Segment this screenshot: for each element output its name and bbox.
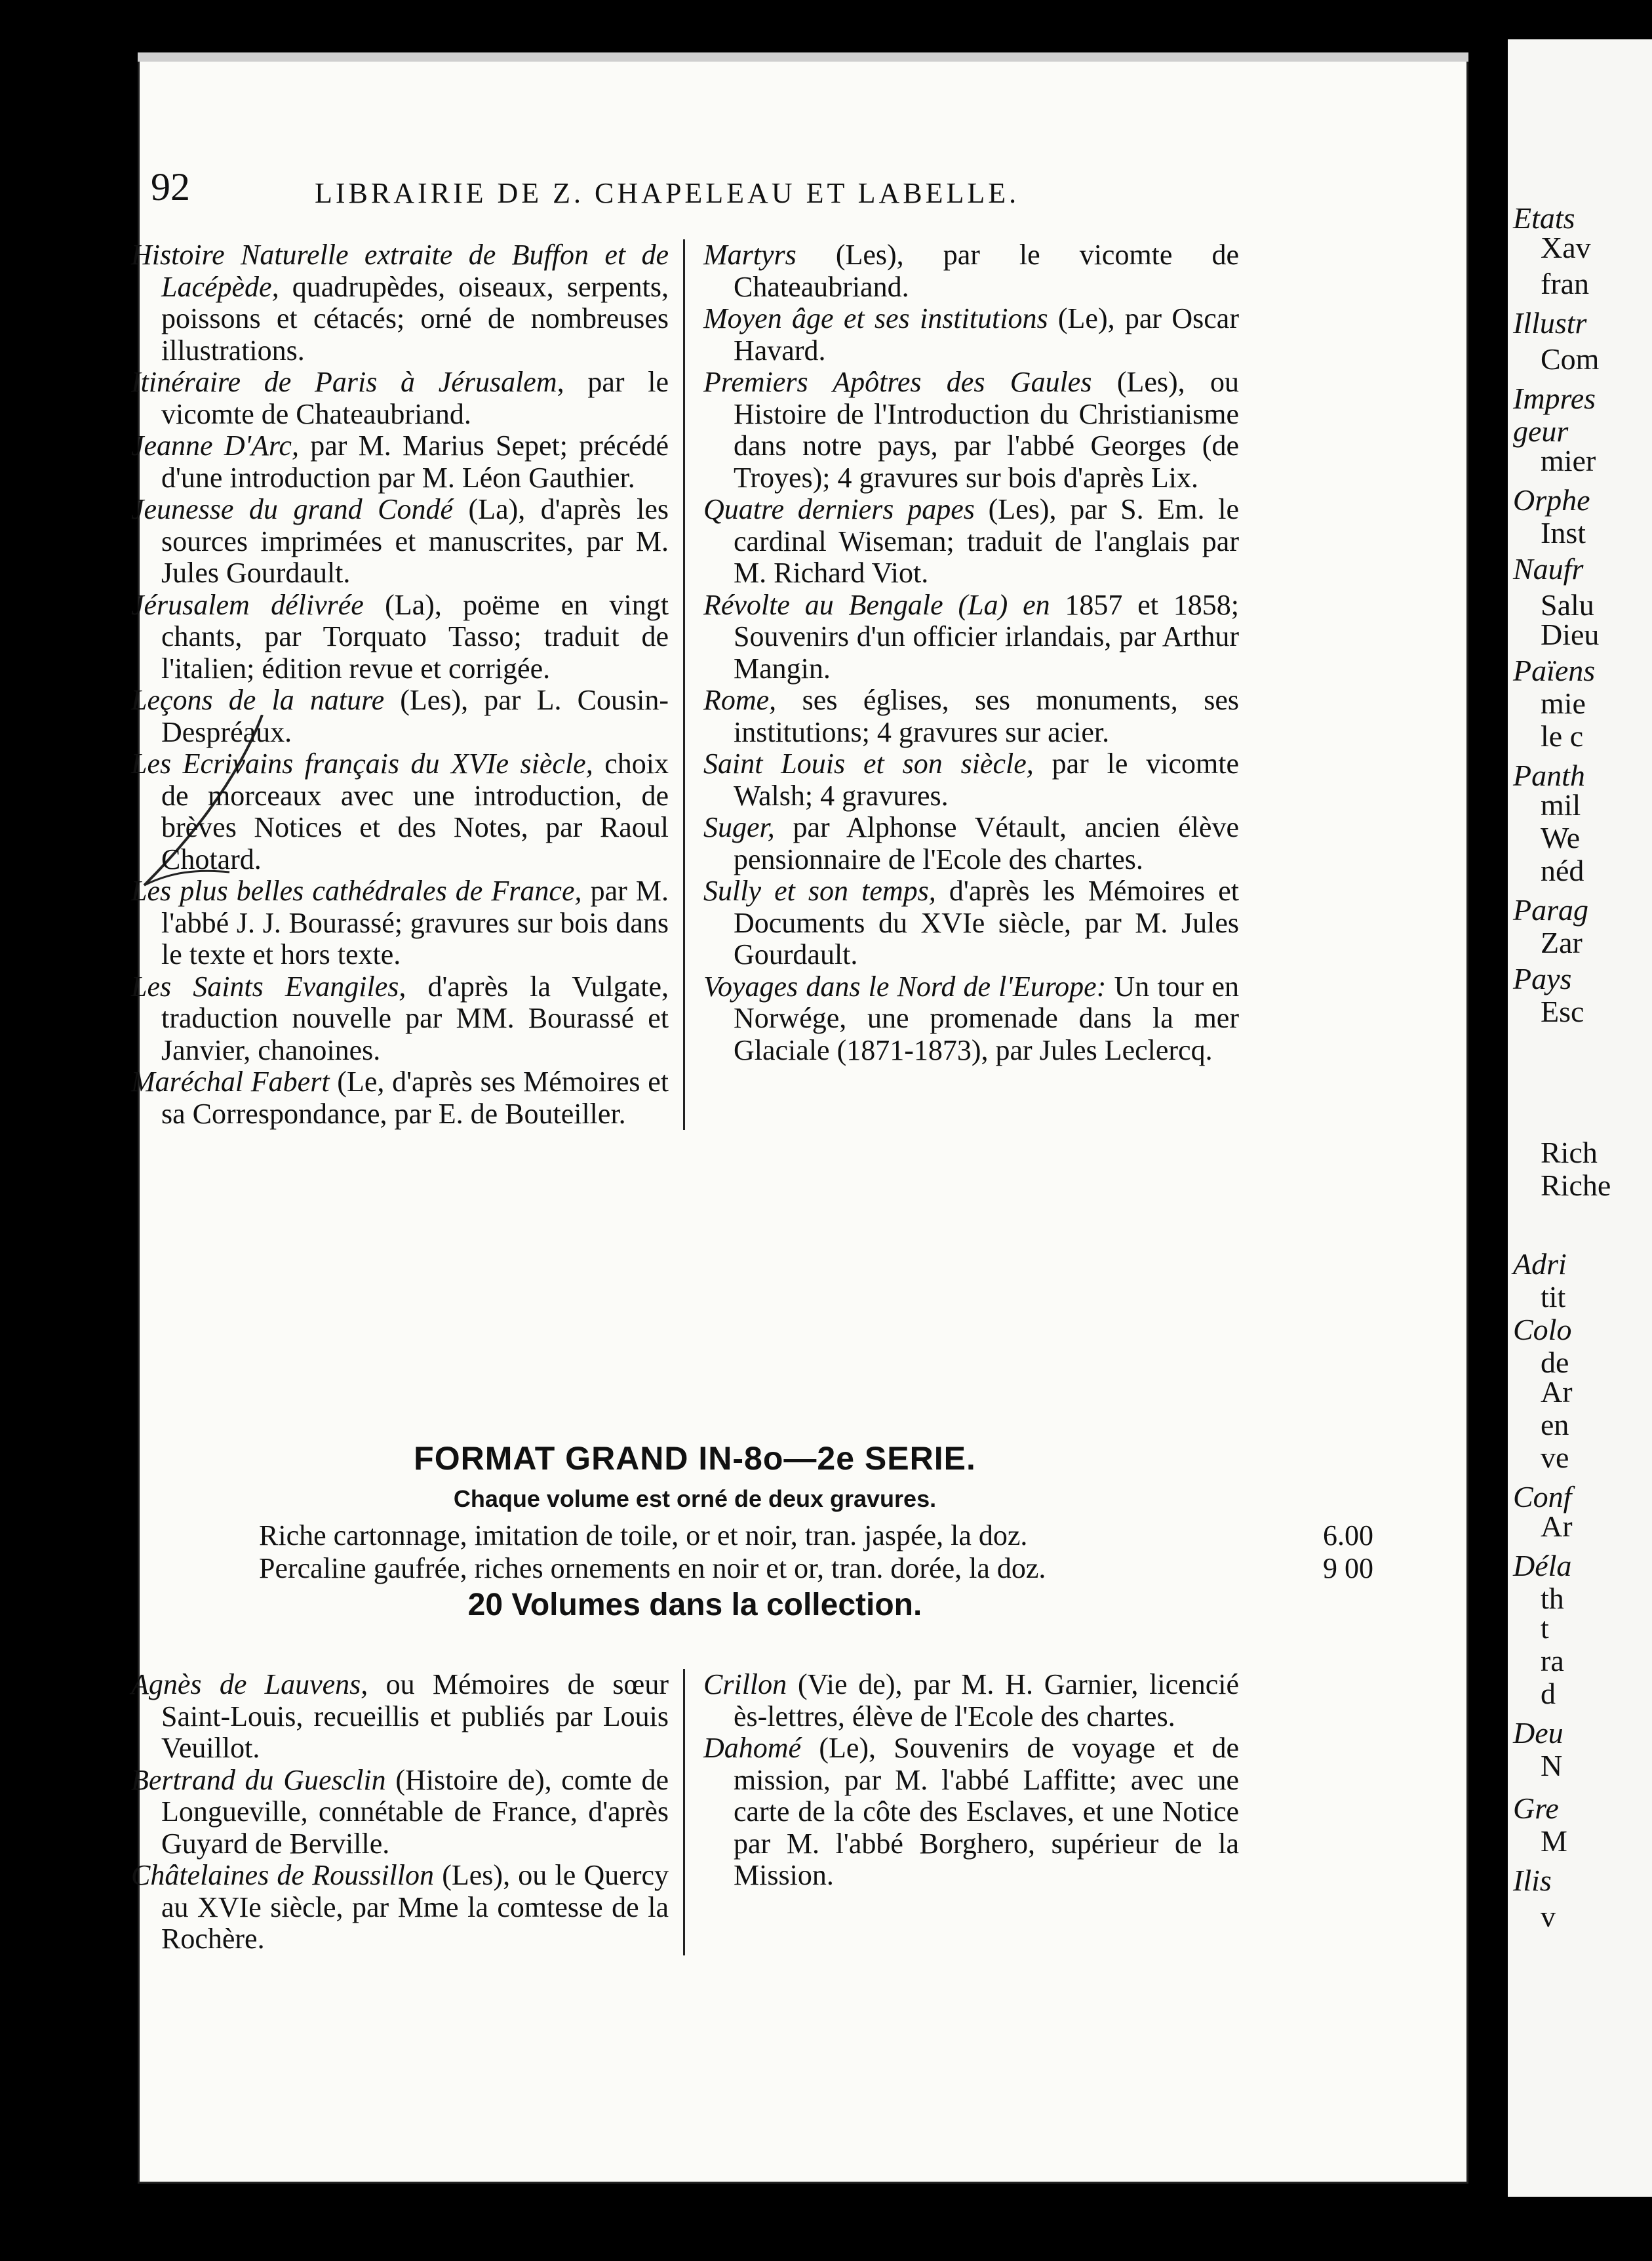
facing-page-fragment: Rich <box>1541 1136 1598 1169</box>
entry-description: (Vie de), par M. H. Garnier, licencié ès-lettres, élève de l'Ecole des chartes. <box>734 1668 1239 1732</box>
entry-title: Quatre derniers papes <box>703 493 975 525</box>
catalog-entry <box>703 494 1239 590</box>
price-value: 9 00 <box>1323 1552 1373 1584</box>
entry-description: par le vicomte de Chateaubriand. <box>161 366 669 430</box>
page-number: 92 <box>151 165 190 209</box>
catalog-entry <box>131 685 669 748</box>
facing-page-fragment: Panth <box>1513 759 1585 792</box>
facing-page-fragment: Esc <box>1541 995 1584 1028</box>
bottom-left-column <box>131 1669 685 1955</box>
section-subheading: Chaque volume est orné de deux gravures. <box>453 1485 937 1512</box>
entry-description: (La), d'après les sources imprimées et manuscrites, par M. Jules Gourdault. <box>161 493 669 589</box>
facing-page-fragment: Etats <box>1513 201 1575 235</box>
facing-page-fragment: N <box>1541 1749 1563 1782</box>
entry-title: Leçons de la nature <box>131 684 385 716</box>
collection-heading: 20 Volumes dans la collection. <box>467 1588 922 1622</box>
facing-page-fragment: Naufr <box>1513 552 1584 586</box>
entry-description: (Les), ou Histoire de l'Introduction du Christianisme dans notre pays, par l'abbé Georges (de Troyes); 4 gravures sur bois d'après Lix. <box>734 366 1239 494</box>
facing-page-fragment: Illustr <box>1513 306 1587 340</box>
catalog-entry <box>131 1669 669 1765</box>
entry-description: choix de morceaux avec une introduction, de brèves Notices et des Notes, par Raoul Chotard. <box>161 748 669 875</box>
facing-page-fragment: de <box>1541 1346 1569 1379</box>
entry-description: (Les), par L. Cousin-Despréaux. <box>161 684 669 748</box>
catalog-entry <box>703 812 1239 875</box>
entry-description: Un tour en Norwége, une promenade dans la mer Glaciale (1871-1873), par Jules Leclercq. <box>734 970 1240 1066</box>
facing-page-fragment: mie <box>1541 687 1586 720</box>
catalog-entry <box>131 875 669 971</box>
catalog-entry <box>131 1066 669 1130</box>
facing-page-fragment: th <box>1541 1582 1564 1615</box>
entry-description: (La), poëme en vingt chants, par Torquato Tasso; traduit de l'italien; édition revue et corrigée. <box>161 588 669 685</box>
catalog-entry <box>703 1732 1239 1892</box>
facing-page-fragment: Dieu <box>1541 618 1600 651</box>
price-description: Percaline gaufrée, riches ornements en noir et or, tran. dorée, la doz. <box>259 1552 1046 1584</box>
facing-page-fragment: Gre <box>1513 1791 1559 1825</box>
entry-title: Les plus belles cathédrales de France, <box>131 875 582 907</box>
facing-page-fragment: Xav <box>1541 231 1591 264</box>
entry-description: par M. Marius Sepet; précédé d'une introduction par M. Léon Gauthier. <box>161 430 669 494</box>
catalog-entry <box>703 685 1239 748</box>
entry-title: Révolte au Bengale (La) en <box>703 588 1050 621</box>
price-row <box>259 1553 1373 1584</box>
catalog-entry <box>131 239 669 367</box>
facing-page-fragment: tit <box>1541 1280 1566 1313</box>
facing-page-fragment: mier <box>1541 444 1596 477</box>
facing-page-fragment: Adri <box>1513 1247 1567 1281</box>
entry-title: Saint Louis et son siècle, <box>703 748 1034 780</box>
top-right-column <box>685 239 1239 1130</box>
facing-page-fragment: Impres <box>1513 382 1596 415</box>
entry-title: Châtelaines de Roussillon <box>131 1859 434 1891</box>
catalog-entry <box>131 1860 669 1955</box>
facing-page-fragment: geur <box>1513 414 1569 448</box>
facing-page-fragment: Colo <box>1513 1313 1572 1346</box>
entry-description: par Alphonse Vétault, ancien élève pensionnaire de l'Ecole des chartes. <box>734 811 1239 875</box>
entry-title: Moyen âge et ses institutions <box>703 302 1048 334</box>
entry-description: ses églises, ses monuments, ses institutions; 4 gravures sur acier. <box>734 684 1239 748</box>
facing-page-fragment: ve <box>1541 1441 1569 1474</box>
facing-page-edge <box>1508 39 1652 2197</box>
facing-page-fragment: Conf <box>1513 1480 1572 1513</box>
entry-description: (Les), ou le Quercy au XVIe siècle, par Mme la comtesse de la Rochère. <box>161 1859 669 1955</box>
facing-page-fragment: Pays <box>1513 962 1572 995</box>
facing-page-fragment: le c <box>1541 719 1584 753</box>
price-description: Riche cartonnage, imitation de toile, or et noir, tran. jaspée, la doz. <box>259 1519 1028 1551</box>
catalog-entry <box>131 748 669 875</box>
facing-page-fragment: mil <box>1541 788 1581 822</box>
top-left-column <box>131 239 685 1130</box>
page-header <box>151 157 1200 210</box>
catalog-entry <box>703 875 1239 971</box>
catalog-entry <box>703 1669 1239 1732</box>
entry-title: Premiers Apôtres des Gaules <box>703 366 1092 398</box>
entry-title: Martyrs <box>703 239 796 271</box>
catalog-entry <box>131 971 669 1067</box>
facing-page-fragment: M <box>1541 1824 1567 1858</box>
entry-title: Les Saints Evangiles, <box>131 970 406 1003</box>
bottom-right-column <box>685 1669 1239 1955</box>
entry-title: Jeunesse du grand Condé <box>131 493 453 525</box>
entry-description: 1857 et 1858; Souvenirs d'un officier irlandais, par Arthur Mangin. <box>734 588 1239 685</box>
catalog-entry <box>131 494 669 590</box>
entry-description: (Histoire de), comte de Longueville, connétable de France, d'après Guyard de Berville. <box>161 1763 669 1860</box>
facing-page-fragment: Inst <box>1541 516 1586 550</box>
entry-description: (Le), Souvenirs de voyage et de mission, par M. l'abbé Laffitte; avec une carte de la côte des Esclaves, et une Notice par M. l'abbé Borghero, supérieur de la Mission. <box>734 1732 1239 1891</box>
entry-description: d'après la Vulgate, traduction nouvelle par MM. Bourassé et Janvier, chanoines. <box>161 970 669 1066</box>
facing-page-fragment: fran <box>1541 267 1590 300</box>
facing-page-fragment: Ilis <box>1513 1864 1552 1897</box>
facing-page-fragment: Orphe <box>1513 483 1590 517</box>
facing-page-fragment: Zar <box>1541 926 1583 959</box>
facing-page-fragment: en <box>1541 1408 1569 1441</box>
entry-title: Bertrand du Guesclin <box>131 1763 386 1796</box>
entry-description: par le vicomte Walsh; 4 gravures. <box>734 748 1239 812</box>
entry-title: Les Ecrivains français du XVIe siècle, <box>131 748 593 780</box>
entry-title: Histoire Naturelle extraite de Buffon et de Lacépède, <box>131 239 669 303</box>
catalog-entry <box>131 367 669 430</box>
entry-description: par M. l'abbé J. J. Bourassé; gravures sur bois dans le texte et hors texte. <box>161 875 669 970</box>
entry-title: Jeanne D'Arc, <box>131 430 299 462</box>
entry-description: quadrupèdes, oiseaux, serpents, poissons et cétacés; orné de nombreuses illustrations. <box>161 270 669 367</box>
facing-page-fragment: ra <box>1541 1644 1564 1677</box>
facing-page-fragment: Salu <box>1541 588 1594 622</box>
entry-description: (Le), par Oscar Havard. <box>734 302 1239 367</box>
price-value: 6.00 <box>1323 1519 1373 1551</box>
entry-title: Dahomé <box>703 1732 802 1764</box>
section-heading: FORMAT GRAND IN-8o—2e SERIE. <box>414 1440 976 1477</box>
facing-page-fragment: Parag <box>1513 893 1588 927</box>
facing-page-fragment: Riche <box>1541 1169 1611 1202</box>
top-catalog-columns <box>131 239 1259 1130</box>
catalog-entry <box>703 590 1239 685</box>
facing-page-fragment: Com <box>1541 342 1600 376</box>
catalog-entry <box>703 239 1239 303</box>
facing-page-fragment: We <box>1541 821 1581 854</box>
entry-description: (Le, d'après ses Mémoires et sa Correspondance, par E. de Bouteiller. <box>161 1066 669 1130</box>
facing-page-fragment: v <box>1541 1900 1556 1933</box>
entry-title: Rome, <box>703 684 777 716</box>
entry-title: Voyages dans le Nord de l'Europe: <box>703 970 1107 1003</box>
catalog-entry <box>703 303 1239 367</box>
catalog-entry <box>131 430 669 494</box>
catalog-entry <box>703 367 1239 494</box>
entry-title: Sully et son temps, <box>703 875 936 907</box>
facing-page-fragment: Ar <box>1541 1375 1573 1409</box>
facing-page-fragment: Deu <box>1513 1716 1564 1750</box>
catalog-entry <box>703 748 1239 812</box>
entry-title: Maréchal Fabert <box>131 1066 330 1098</box>
catalog-entry <box>703 971 1239 1067</box>
entry-title: Crillon <box>703 1668 787 1700</box>
facing-page-fragment: Déla <box>1513 1549 1572 1582</box>
entry-title: Jérusalem délivrée <box>131 588 364 621</box>
running-title: LIBRAIRIE DE Z. CHAPELEAU ET LABELLE. <box>315 177 1020 209</box>
entry-description: (Les), par le vicomte de Chateaubriand. <box>734 239 1239 303</box>
facing-page-fragment: Ar <box>1541 1510 1573 1543</box>
catalog-entry <box>131 1765 669 1860</box>
facing-page-fragment: néd <box>1541 854 1584 887</box>
entry-title: Agnès de Lauvens, <box>131 1668 368 1700</box>
entry-description: ou Mémoires de sœur Saint-Louis, recueillis et publiés par Louis Veuillot. <box>161 1668 669 1764</box>
price-row <box>259 1520 1373 1551</box>
entry-description: d'après les Mémoires et Documents du XVIe siècle, par M. Jules Gourdault. <box>734 875 1239 970</box>
facing-page-fragment: t <box>1541 1611 1549 1645</box>
bottom-catalog-columns <box>131 1669 1259 1955</box>
facing-page-fragment: Païens <box>1513 654 1596 687</box>
facing-page-fragment: d <box>1541 1677 1556 1710</box>
entry-title: Suger, <box>703 811 775 843</box>
entry-title: Itinéraire de Paris à Jérusalem, <box>131 366 564 398</box>
catalog-entry <box>131 590 669 685</box>
entry-description: (Les), par S. Em. le cardinal Wiseman; traduit de l'anglais par M. Richard Viot. <box>734 493 1240 589</box>
